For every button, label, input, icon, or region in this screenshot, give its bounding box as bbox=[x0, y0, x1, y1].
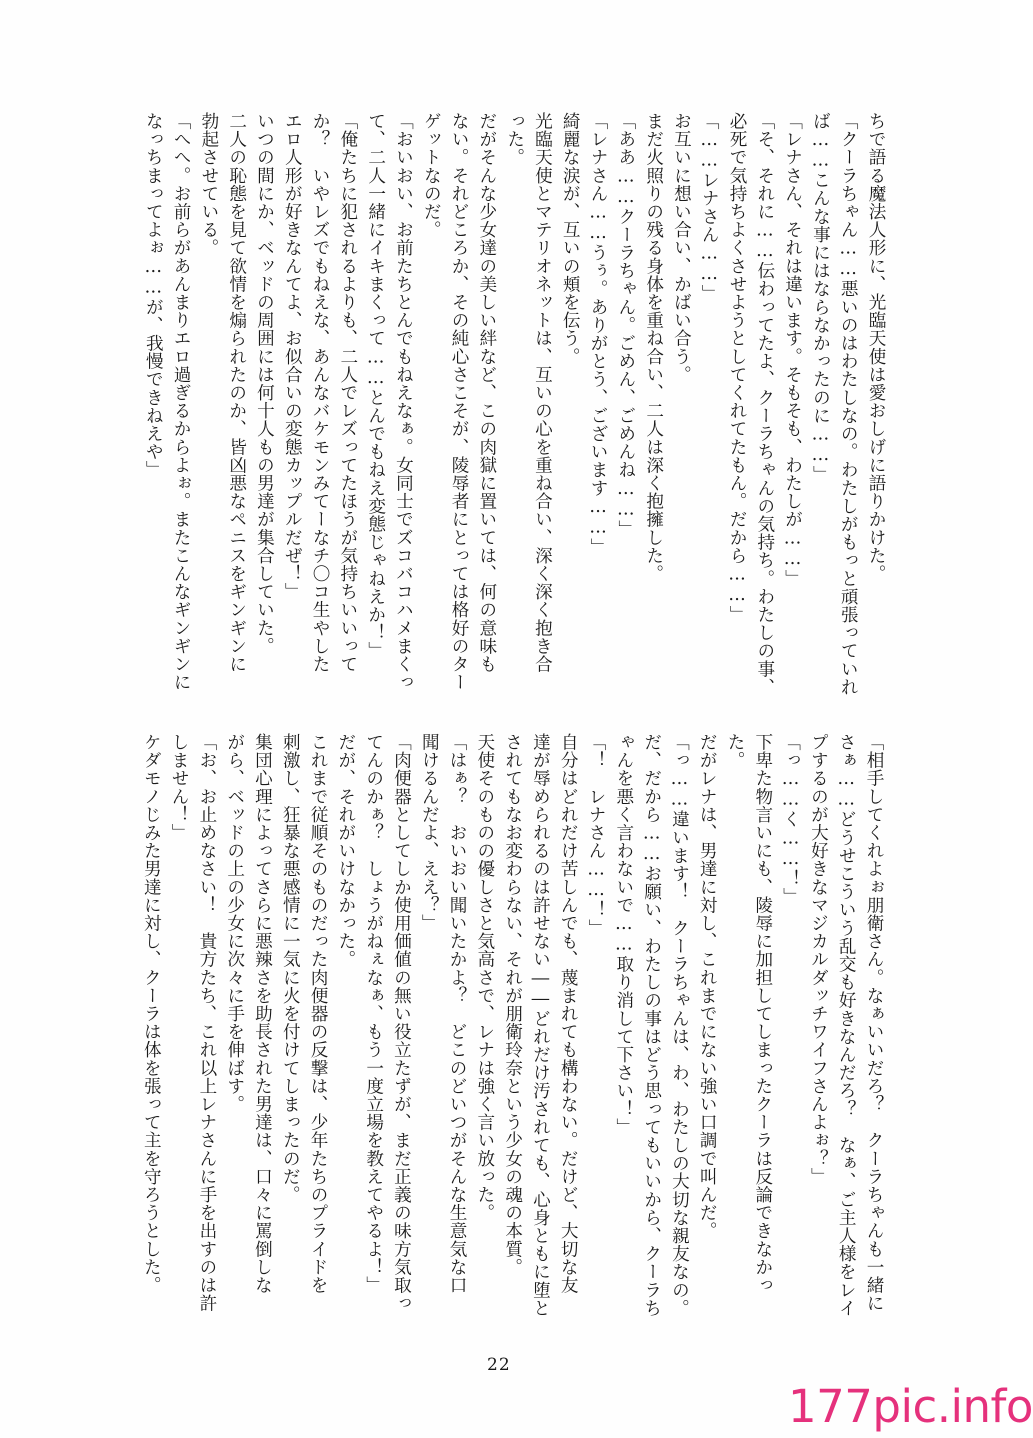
text-column: 「……レナさん……」 bbox=[699, 112, 720, 303]
text-column: なっちまってよぉ……が、我慢できねえや」 bbox=[143, 112, 164, 479]
text-column: った。 bbox=[504, 112, 525, 167]
site-watermark: 177pic.info bbox=[788, 1380, 1033, 1433]
text-column: 「肉便器としてしか使用価値の無い役立たずが、まだ正義の味方気取っ bbox=[391, 733, 412, 1313]
text-column: 下卑た物言いにも、陵辱に加担してしまったクーラは反論できなかっ bbox=[752, 733, 773, 1295]
text-column: これまで従順そのものだった肉便器の反撃は、少年たちのプライドを bbox=[308, 733, 329, 1295]
text-column: 自分はどれだけ苦しんでも、蔑まれても構わない。だけど、大切な友 bbox=[558, 733, 579, 1295]
text-column: エロ人形が好きなんてよ、お似合いの変態カップルだぜ！」 bbox=[282, 112, 303, 601]
text-column: だがそんな少女達の美しい絆など、この肉獄に置いては、何の意味も bbox=[476, 112, 497, 674]
text-column: 「そ、それに……伝わってたよ、クーラちゃんの気持ち。わたしの事、 bbox=[754, 112, 775, 696]
text-column: て、二人一緒にイキまくって……とんでもねえ変態じゃねえか！」 bbox=[365, 112, 386, 660]
text-column: いつの間にか、ベッドの周囲には何十人もの男達が集合していた。 bbox=[254, 112, 275, 655]
text-column: 刺激し、狂暴な悪感情に一気に火を付けてしまったのだ。 bbox=[280, 733, 301, 1204]
text-column: 「相手してくれよぉ朋衛さん。なぁいいだろ？ クーラちゃんも一緒に bbox=[864, 733, 884, 1313]
text-column: だがレナは、男達に対し、これまでにない強い口調で叫んだ。 bbox=[697, 733, 718, 1240]
text-column: ちで語る魔法人形に、光臨天使は愛おしげに語りかけた。 bbox=[866, 112, 886, 583]
text-column: 「レナさん、それは違います。そもそも、わたしが……」 bbox=[782, 112, 803, 588]
text-column: 必死で気持ちよくさせようとしてくれてたもん。だから……」 bbox=[727, 112, 748, 624]
text-column: 達が辱められるのは許せない――どれだけ汚されても、心身ともに堕と bbox=[530, 733, 551, 1317]
text-column: まだ火照りの残る身体を重ね合い、二人は深く抱擁した。 bbox=[643, 112, 664, 583]
text-column: 「レナさん……うぅ。ありがとう、ございます……」 bbox=[588, 112, 609, 556]
text-column: だ、だから……お願い、わたしの事はどう思ってもいいから、クーラち bbox=[641, 733, 662, 1317]
text-column: 「っ……く……！」 bbox=[780, 733, 801, 906]
text-column: 「っ……違います！ クーラちゃんは、わ、わたしの大切な親友なの。 bbox=[669, 733, 690, 1317]
text-column: しません！」 bbox=[169, 733, 190, 842]
text-column: されてもなお変わらない、それが朋衛玲奈という少女の魂の本質。 bbox=[502, 733, 523, 1276]
text-column: 「クーラちゃん……悪いのはわたしなの。わたしがもっと頑張っていれ bbox=[838, 112, 859, 696]
text-column: てんのかぁ？ しょうがねぇなぁ、もう一度立場を教えてやるよ！」 bbox=[363, 733, 384, 1295]
text-column: ば……こんな事にはならなかったのに……」 bbox=[810, 112, 831, 484]
text-column: 「おいおい、お前たちとんでもねえなぁ。女同士でズコバコハメまくっ bbox=[393, 112, 414, 692]
text-column: 集団心理によってさらに悪辣さを助長された男達は、口々に罵倒しな bbox=[252, 733, 273, 1295]
text-column: だが、それがいけなかった。 bbox=[335, 733, 356, 969]
text-column: ゃんを悪く言わないで……取り消して下さい！」 bbox=[613, 733, 634, 1136]
text-column: 光臨天使とマテリオネットは、互いの心を重ね合い、深く深く抱き合 bbox=[532, 112, 553, 674]
text-column: 「ああ……クーラちゃん。ごめん、ごめんね……」 bbox=[615, 112, 636, 538]
text-column: 二人の恥態を見て欲情を煽られたのか、皆凶悪なペニスをギンギンに bbox=[226, 112, 247, 674]
text-column: 天使そのものの優しさと気高さで、レナは強く言い放った。 bbox=[474, 733, 495, 1222]
text-column: 「！ レナさん……！」 bbox=[586, 733, 607, 937]
text-column: 「はぁ？ おいおい聞いたかよ？ どこのどいつがそんな生意気な口 bbox=[447, 733, 468, 1295]
text-column: 「お、お止めなさい！ 貴方たち、これ以上レナさんに手を出すのは許 bbox=[196, 733, 217, 1313]
text-column: 綺麗な涙が、互いの頬を伝う。 bbox=[560, 112, 581, 366]
text-column: 勃起させている。 bbox=[198, 112, 219, 257]
text-column: 「俺たちに犯されるよりも、二人でレズってたほうが気持ちいいって bbox=[337, 112, 358, 674]
lower-text-block bbox=[102, 733, 882, 1318]
text-column: お互いに想い合い、かばい合う。 bbox=[671, 112, 692, 384]
text-column: がら、ベッドの上の少女に次々に手を伸ばす。 bbox=[224, 733, 245, 1114]
text-column: か？ いやレズでもねえな、あんなバケモンみてーなチ〇コ生やした bbox=[310, 112, 331, 674]
text-column: プするのが大好きなマジカルダッチワイフさんよぉ？」 bbox=[808, 733, 829, 1186]
text-column: た。 bbox=[725, 733, 746, 770]
text-column: ケダモノじみた男達に対し、クーラは体を張って主を守ろうとした。 bbox=[141, 733, 162, 1295]
text-column: ゲットなのだ。 bbox=[421, 112, 442, 239]
page-number: 22 bbox=[487, 1355, 511, 1375]
text-column: 聞けるんだよ、ええ？」 bbox=[419, 733, 440, 933]
text-column: ない。それどころか、その純心さこそが、陵辱者にとっては格好のター bbox=[449, 112, 470, 692]
text-column: 「へへ。お前らがあんまりエロ過ぎるからよぉ。またこんなギンギンに bbox=[171, 112, 192, 692]
upper-text-block bbox=[104, 112, 884, 697]
text-column: さぁ……どうせこういう乱交も好きなんだろ？ なぁ、ご主人様をレイ bbox=[836, 733, 857, 1317]
